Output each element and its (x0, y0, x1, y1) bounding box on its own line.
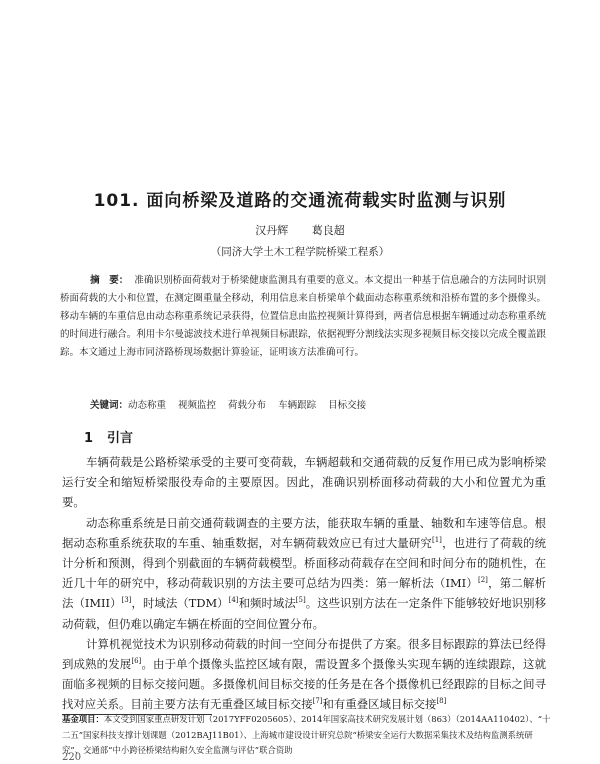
citation: [8] (436, 697, 447, 706)
citation: [5] (295, 596, 306, 605)
author-name: 汉丹辉 (255, 224, 289, 237)
page-number: 220 (62, 752, 82, 763)
paper-title: 101. 面向桥梁及道路的交通流荷载实时监测与识别 (93, 191, 507, 211)
keyword: 车辆跟踪 (278, 400, 317, 411)
section-heading (84, 427, 133, 446)
author-list (0, 222, 600, 238)
body-text (62, 452, 546, 715)
footnote-text: 本文受到国家重点研发计划（2017YFF0205605）、2014年国家高技术研究发展计划（863）（2014AA110402）、“十二五”国家科技支撑计划课题（2012BAJ11B01）、上海城市建设设计研究总院“桥梁安全运行大数据采集技术及结构监测系统研究”、交通部“中小跨径桥梁结构耐久安全监测与评估”联合资助 (62, 714, 551, 755)
keyword: 荷载分布 (228, 400, 267, 411)
citation: [7] (312, 697, 323, 706)
author-name: 葛良超 (311, 224, 345, 237)
citation: [2] (477, 576, 488, 585)
paragraph: 车辆荷载是公路桥梁承受的主要可变荷载，车辆超载和交通荷载的反复作用已成为影响桥梁运行安全和缩短桥梁服役寿命的主要原因。因此，准确识别桥面移动荷载的大小和位置尤为重要。 (62, 455, 546, 510)
paragraph: 动态称重系统是日前交通荷载调查的主要方法，能获取车辆的重量、轴数和车速等信息。根据动态称重系统获取的车重、轴重数据，对车辆荷载效应已有过大量研究[1]，也进行了荷载的统计分析和预测，得到个别截面的车辆荷载模型。桥面移动荷载存在空间和时间分布的随机性，在近几十年的研究中，移动荷载识别的方法主要可总结为四类：第一解析法（IMI）[2]，第二解析法（IMII）[3]，时域法（TDM）[4]和频时域法[5]。这些识别方法在一定条件下能够较好地识别移动荷载，但仍难以确定车辆在桥面的空间位置分布。 (62, 515, 546, 631)
section-number: 1 (84, 431, 94, 446)
abstract (60, 272, 546, 362)
keywords-label: 关键词： (90, 400, 129, 411)
keywords (90, 398, 550, 414)
citation: [6] (131, 657, 142, 666)
abstract-text: 准确识别桥面荷载对于桥梁健康监测具有重要的意义。本文提出一种基于信息融合的方法同时识别桥面荷载的大小和位置，在测定圈重量全移动，利用信息来自桥梁单个截面动态称重系统和沿桥布置的多个摄像头。移动车辆的车重信息由动态称重系统记录获得，位置信息由监控视频计算得到，两者信息根据车辆通过动态称重系统的时间进行融合。利用卡尔曼滤波技术进行单视频目标跟踪，依据视野分割线法实现多视频目标交接以完成全覆盖跟踪。本文通过上海市同济路桥现场数据计算验证，证明该方法准确可行。 (60, 275, 546, 358)
keyword: 目标交接 (328, 400, 367, 411)
abstract-label: 摘 要： (90, 275, 129, 286)
paragraph: 计算机视觉技术为识别移动荷载的时间一空间分布提供了方案。很多目标跟踪的算法已经得到成熟的发展[6]。由于单个摄像头监控区域有限，需设置多个摄像头实现车辆的连续跟踪，这就面临多视频的目标交接问题。多摄像机间目标交接的任务是在各个摄像机已经跟踪的目标之间寻找对应关系。目前主要方法有无重叠区域目标交接[7]和有重叠区域目标交接[8] (62, 636, 546, 712)
keyword: 动态称重 (128, 400, 167, 411)
citation: [1] (432, 536, 442, 545)
keyword: 视频监控 (178, 400, 217, 411)
citation: [4] (228, 596, 239, 605)
citation: [3] (121, 596, 132, 605)
affiliation: （同济大学土木工程学院桥梁工程系） (210, 246, 390, 258)
section-title: 引言 (107, 431, 134, 446)
footnote-label: 基金项目： (62, 714, 104, 724)
footnote (62, 712, 552, 759)
